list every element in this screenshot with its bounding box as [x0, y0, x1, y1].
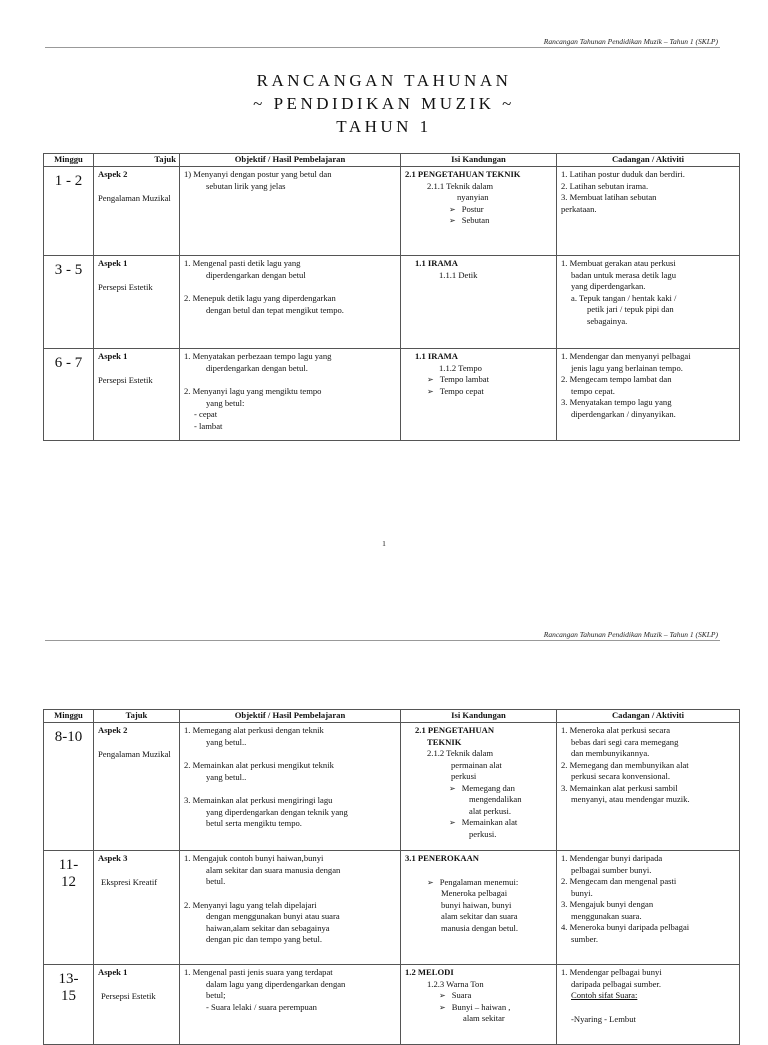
cadangan-cell	[557, 965, 740, 1045]
tajuk-cell	[94, 723, 180, 851]
act-line: sumber.	[571, 933, 598, 944]
tajuk-text: Pengalaman Muzikal	[98, 192, 171, 203]
week-part: 12	[61, 874, 76, 890]
isi-sub: 2.1.1 Teknik dalam	[427, 180, 494, 191]
col-tajuk: Tajuk	[94, 154, 180, 167]
col-minggu: Minggu	[44, 154, 94, 167]
aspek-label: Aspek 3	[98, 853, 128, 863]
obj-line: yang betul..	[206, 771, 247, 782]
isi-cell	[401, 851, 557, 965]
page-number: 1	[382, 539, 386, 548]
week-part: 11-	[58, 857, 79, 873]
obj-line: diperdengarkan dengan betul.	[206, 362, 308, 373]
week-cell	[44, 851, 94, 965]
running-header: Rancangan Tahunan Pendidikan Muzik – Tahun 1 (SKLP)	[543, 630, 718, 639]
isi-sub: 1.1.1 Detik	[439, 269, 478, 280]
act-line: menggunakan suara.	[571, 910, 642, 921]
plan-table-page1	[43, 153, 740, 441]
act-line: perkataan.	[561, 203, 597, 214]
header-rule	[45, 640, 720, 641]
obj-line: betul.	[206, 876, 226, 886]
isi-heading: TEKNIK	[427, 736, 462, 747]
isi-heading: 1.2 MELODI	[405, 967, 454, 977]
obj-line: 2. Menyanyi lagu yang mengiktu tempo	[184, 386, 322, 396]
isi-item: ➢ Suara	[405, 990, 552, 1002]
isi-item: ➢ Tempo lambat	[405, 374, 552, 386]
obj-line: dengan menggunakan bunyi atau suara	[206, 911, 340, 921]
table-row	[44, 965, 740, 1045]
isi-sub: 1.1.2 Tempo	[439, 362, 482, 373]
title-line-2: ~ PENDIDIKAN MUZIK ~	[253, 94, 515, 113]
obj-line: dalam lagu yang diperdengarkan dengan	[206, 978, 346, 989]
act-line: badan untuk merasa detik lagu	[571, 269, 677, 280]
act-line: 1. Mendengar dan menyanyi pelbagai	[561, 351, 691, 361]
tajuk-cell	[94, 256, 180, 349]
week-cell	[44, 965, 94, 1045]
act-line: perkusi secara konvensional.	[571, 771, 671, 781]
act-line: 2. Mengecam tempo lambat dan	[561, 374, 672, 384]
cadangan-cell	[557, 851, 740, 965]
isi-item: perkusi.	[469, 828, 497, 839]
isi-sub: 2.1.2 Teknik dalam	[427, 748, 494, 758]
aspek-label: Aspek 2	[98, 725, 128, 735]
col-objektif: Objektif / Hasil Pembelajaran	[180, 154, 401, 167]
isi-sub: nyanyian	[457, 192, 489, 202]
table-row	[44, 851, 740, 965]
obj-line: 2. Memainkan alat perkusi mengikut teknik	[184, 760, 334, 770]
isi-item: manusia dengan betul.	[441, 922, 519, 933]
obj-line: 3. Memainkan alat perkusi mengiringi lagu	[184, 795, 333, 805]
week-part: 15	[61, 988, 76, 1004]
plan-table-page2	[43, 709, 740, 1045]
act-line: 3. Menyatakan tempo lagu yang	[561, 397, 672, 407]
act-line: daripada pelbagai sumber.	[571, 978, 661, 989]
running-header: Rancangan Tahunan Pendidikan Muzik – Tahun 1 (SKLP)	[543, 37, 718, 46]
act-line: 2. Mengecam dan mengenal pasti	[561, 876, 677, 886]
obj-line: yang diperdengarkan dengan teknik yang	[206, 806, 348, 817]
act-line: yang diperdengarkan.	[571, 281, 646, 291]
col-cadangan: Cadangan / Aktiviti	[557, 710, 740, 723]
objektif-cell	[180, 965, 401, 1045]
obj-line: dengan betul dan tepat mengikut tempo.	[206, 304, 344, 315]
objektif-cell	[180, 349, 401, 441]
cadangan-cell	[557, 723, 740, 851]
table-row	[44, 256, 740, 349]
week-cell: 3 - 5	[44, 256, 94, 349]
isi-heading: 2.1 PENGETAHUAN TEKNIK	[405, 169, 521, 179]
isi-sub: 1.2.3 Warna Ton	[427, 978, 484, 989]
aspek-label: Aspek 1	[98, 967, 128, 977]
act-line: 1. Latihan postur duduk dan berdiri.	[561, 169, 685, 179]
isi-item: ➢ Memegang dan	[405, 783, 552, 795]
isi-item: alam sekitar	[463, 1013, 505, 1023]
tajuk-cell	[94, 965, 180, 1045]
title-line-1: RANCANGAN TAHUNAN	[256, 71, 512, 90]
obj-line: haiwan,alam sekitar dan sebagainya	[206, 922, 330, 933]
obj-line: sebutan lirik yang jelas	[206, 180, 286, 191]
isi-cell	[401, 349, 557, 441]
obj-line: - cepat	[194, 409, 218, 419]
act-line: a. Tepuk tangan / hentak kaki /	[571, 292, 677, 303]
act-line: bunyi.	[571, 887, 593, 898]
act-line: pelbagai sumber bunyi.	[571, 864, 652, 875]
isi-item: ➢ Postur	[405, 204, 552, 216]
col-objektif: Objektif / Hasil Pembelajaran	[180, 710, 401, 723]
col-minggu: Minggu	[44, 710, 94, 723]
isi-heading: 1.1 IRAMA	[415, 258, 458, 268]
table-row	[44, 167, 740, 256]
act-line: sebagainya.	[587, 315, 628, 326]
obj-line: 1. Mengenal pasti detik lagu yang	[184, 258, 301, 268]
obj-line: 2. Menyanyi lagu yang telah dipelajari	[184, 899, 317, 910]
isi-item: ➢ Pengalaman menemui:	[405, 877, 552, 889]
isi-cell	[401, 167, 557, 256]
tajuk-text: Pengalaman Muzikal	[98, 748, 171, 759]
week-cell: 1 - 2	[44, 167, 94, 256]
isi-item: ➢ Tempo cepat	[405, 386, 552, 398]
cadangan-cell	[557, 167, 740, 256]
week-cell: 8-10	[44, 723, 94, 851]
obj-line: 2. Menepuk detik lagu yang diperdengarkan	[184, 293, 336, 303]
obj-line: diperdengarkan dengan betul	[206, 269, 306, 280]
act-line: dan membunyikannya.	[571, 748, 650, 758]
act-line: tempo cepat.	[571, 385, 615, 396]
week-cell: 6 - 7	[44, 349, 94, 441]
obj-line: dengan pic dan tempo yang betul.	[206, 934, 322, 944]
tajuk-text: Ekspresi Kreatif	[101, 876, 158, 887]
isi-sub: permainan alat	[451, 759, 502, 770]
isi-heading: 2.1 PENGETAHUAN	[415, 725, 495, 735]
act-line: -Nyaring - Lembut	[571, 1013, 636, 1024]
tajuk-cell	[94, 851, 180, 965]
tajuk-text: Persepsi Estetik	[98, 374, 153, 385]
isi-item: mengendalikan	[469, 794, 522, 804]
cadangan-cell	[557, 349, 740, 441]
obj-line: yang betul:	[206, 397, 245, 408]
col-isi: Isi Kandungan	[401, 710, 557, 723]
tajuk-text: Persepsi Estetik	[98, 281, 153, 292]
tajuk-cell	[94, 349, 180, 441]
isi-heading: 1.1 IRAMA	[415, 351, 458, 361]
table-row	[44, 349, 740, 441]
isi-item: ➢ Bunyi – haiwan ,	[405, 1002, 552, 1014]
col-cadangan: Cadangan / Aktiviti	[557, 154, 740, 167]
table-header-row	[44, 154, 740, 167]
isi-cell	[401, 723, 557, 851]
aspek-label: Aspek 1	[98, 351, 128, 361]
col-isi: Isi Kandungan	[401, 154, 557, 167]
act-line: Contoh sifat Suara:	[571, 990, 638, 1000]
col-tajuk: Tajuk	[94, 710, 180, 723]
isi-heading: 3.1 PENEROKAAN	[405, 853, 480, 863]
table-row	[44, 723, 740, 851]
obj-line: 1. Menyatakan perbezaan tempo lagu yang	[184, 351, 332, 361]
act-line: 3. Mengajuk bunyi dengan	[561, 899, 654, 909]
act-line: 2. Latihan sebutan irama.	[561, 180, 649, 191]
objektif-cell	[180, 723, 401, 851]
act-line: menyanyi, atau mendengar muzik.	[571, 794, 690, 804]
isi-cell	[401, 965, 557, 1045]
objektif-cell	[180, 851, 401, 965]
week-part: 13-	[58, 971, 79, 987]
header-rule	[45, 47, 720, 48]
isi-sub: perkusi	[451, 771, 477, 781]
obj-line: - lambat	[194, 420, 223, 431]
obj-line: betul serta mengiktu tempo.	[206, 818, 302, 828]
act-line: 1. Mendengar pelbagai bunyi	[561, 967, 662, 977]
act-line: 4. Meneroka bunyi daripada pelbagai	[561, 922, 690, 932]
act-line: 1. Membuat gerakan atau perkusi	[561, 258, 676, 268]
act-line: 1. Meneroka alat perkusi secara	[561, 725, 671, 735]
act-line: petik jari / tepuk pipi dan	[587, 304, 674, 314]
isi-item: alam sekitar dan suara	[441, 911, 518, 921]
title-line-3: TAHUN 1	[336, 117, 432, 136]
act-line: 1. Mendengar bunyi daripada	[561, 853, 663, 863]
isi-item: Meneroka pelbagai	[441, 888, 508, 898]
obj-line: 1. Memegang alat perkusi dengan teknik	[184, 725, 324, 735]
obj-line: 1. Mengajuk contoh bunyi haiwan,bunyi	[184, 853, 324, 863]
cadangan-cell	[557, 256, 740, 349]
obj-line: yang betul..	[206, 736, 247, 747]
isi-cell	[401, 256, 557, 349]
tajuk-cell	[94, 167, 180, 256]
obj-line: - Suara lelaki / suara perempuan	[206, 1001, 317, 1012]
act-line: diperdengarkan / dinyanyikan.	[571, 408, 676, 419]
act-line: bebas dari segi cara memegang	[571, 736, 679, 747]
act-line: 2. Memegang dan membunyikan alat	[561, 759, 689, 770]
isi-item: bunyi haiwan, bunyi	[441, 899, 512, 910]
isi-item: alat perkusi.	[469, 805, 511, 816]
table-header-row	[44, 710, 740, 723]
tajuk-text: Persepsi Estetik	[101, 990, 156, 1001]
objektif-cell	[180, 167, 401, 256]
objektif-cell	[180, 256, 401, 349]
obj-line: alam sekitar dan suara manusia dengan	[206, 864, 341, 875]
isi-item: ➢ Sebutan	[405, 215, 552, 227]
act-line: 3. Membuat latihan sebutan	[561, 192, 657, 202]
obj-line: 1. Mengenal pasti jenis suara yang terdapat	[184, 967, 333, 977]
aspek-label: Aspek 1	[98, 258, 128, 268]
obj-line: betul;	[206, 990, 226, 1000]
act-line: 3. Memainkan alat perkusi sambil	[561, 782, 678, 793]
act-line: jenis lagu yang berlainan tempo.	[571, 362, 683, 373]
isi-item: ➢ Memainkan alat	[405, 817, 552, 829]
obj-line: 1) Menyanyi dengan postur yang betul dan	[184, 169, 332, 179]
aspek-label: Aspek 2	[98, 169, 128, 179]
